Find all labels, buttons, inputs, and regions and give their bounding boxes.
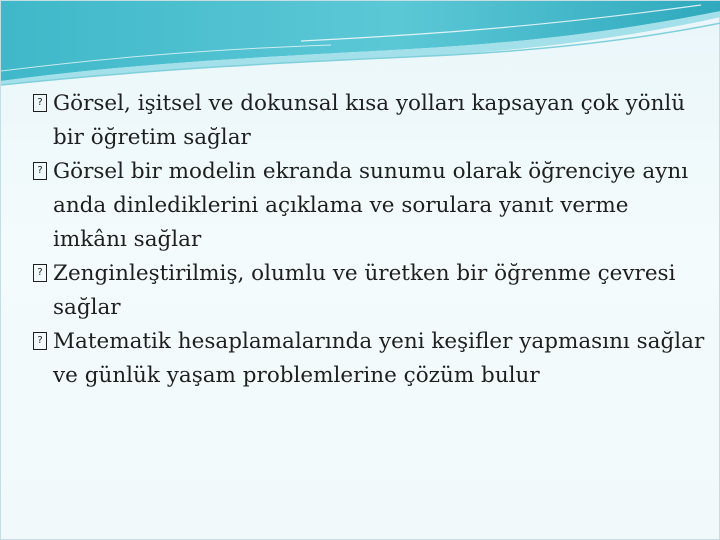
bullet-text-2: Görsel bir modelin ekranda sunumu olarak öğrenciye aynı anda dinlediklerini açıklama ve sorulara yanıt verme imkânı sağlar: [53, 159, 689, 252]
bullet-item-2: [33, 155, 705, 257]
square-bullet-icon: ?: [33, 264, 47, 282]
header-wave-decoration: [1, 1, 720, 91]
square-bullet-icon: ?: [33, 94, 47, 112]
square-bullet-icon: ?: [33, 332, 47, 350]
bullet-item-3: [33, 257, 705, 325]
bullet-item-4: [33, 325, 705, 393]
bullet-text-4: Matematik hesaplamalarında yeni keşifler yapmasını sağlar ve günlük yaşam problemlerine çözüm bulur: [53, 329, 705, 388]
bullet-text-3: Zenginleştirilmiş, olumlu ve üretken bir öğrenme çevresi sağlar: [53, 261, 676, 320]
bullet-item-1: [33, 87, 705, 155]
bullet-list: [33, 87, 705, 393]
square-bullet-icon: ?: [33, 162, 47, 180]
bullet-text-1: Görsel, işitsel ve dokunsal kısa yolları kapsayan çok yönlü bir öğretim sağlar: [53, 91, 686, 150]
